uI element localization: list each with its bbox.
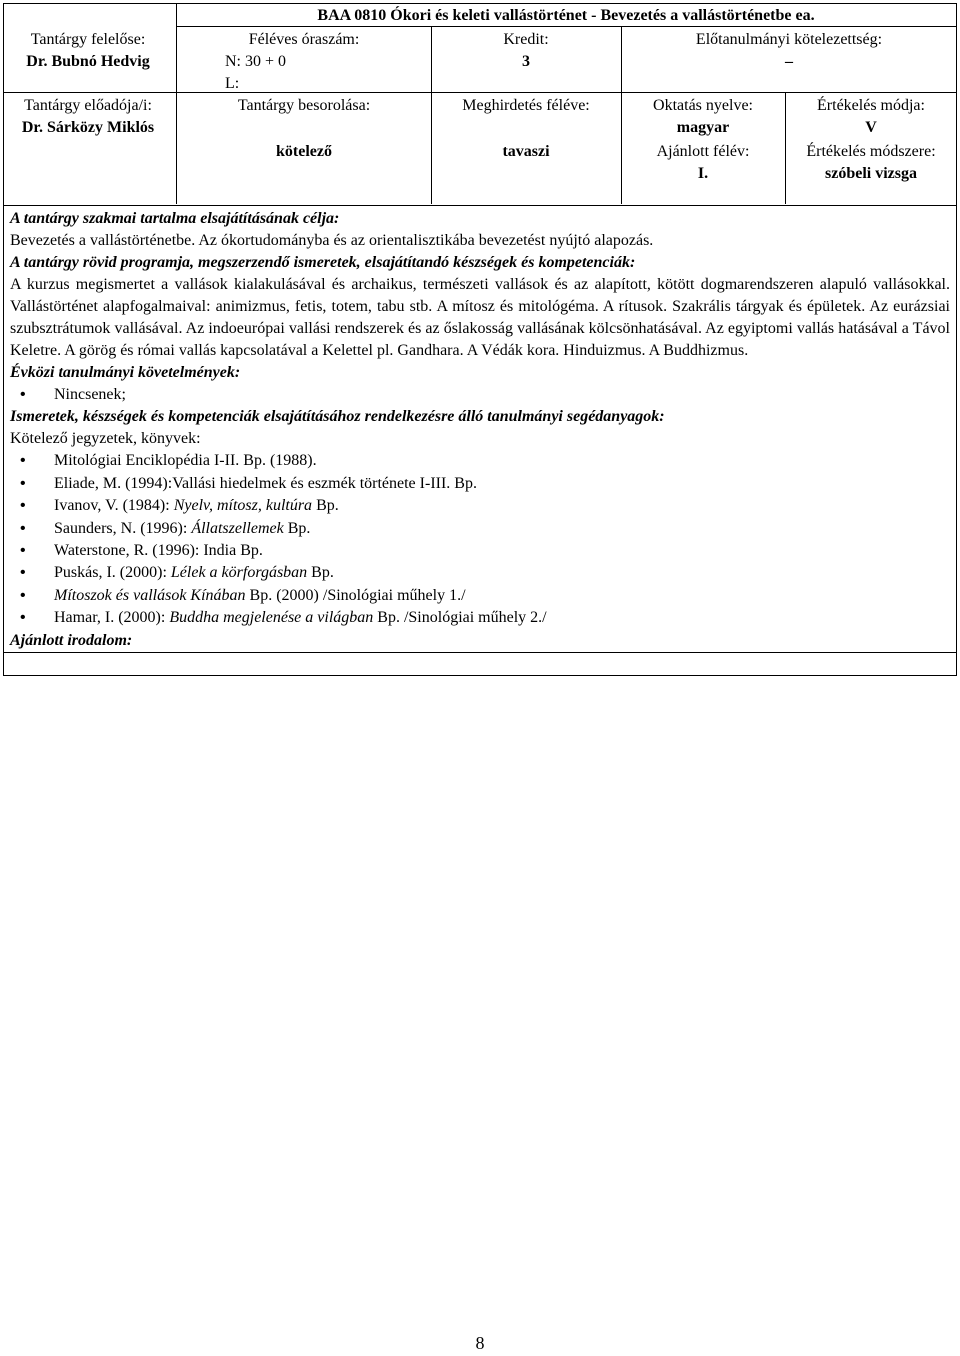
prereq-value: – [785,53,793,70]
bullet-icon: • [20,542,26,560]
grid-line [785,92,786,204]
material-italic-text: Nyelv, mítosz, kultúra [173,497,313,515]
recommended-semester-label: Ajánlott félév: [656,143,750,160]
classification-value: kötelező [276,143,332,160]
eval-method-label: Értékelés módszere: [806,143,936,160]
material-italic-text: Állatszellemek [191,519,284,537]
bullet-icon: • [20,386,26,403]
bullet-icon: • [20,586,26,604]
program-heading: A tantárgy rövid programja, megszerzendő ismeretek, elsajátítandó készségek és kompetenciák: [10,254,636,271]
material-post-text: Bp. (2000) /Sinológiai műhely 1./ [245,586,466,604]
materials-subheading: Kötelező jegyzetek, könyvek: [10,430,201,448]
material-item [10,450,950,472]
eval-method-value: szóbeli vizsga [825,165,917,182]
material-item [10,607,950,629]
responsible-name: Dr. Bubnó Hedvig [26,53,150,70]
material-item [10,540,950,562]
requirements-heading: Évközi tanulmányi követelmények: [10,364,241,381]
material-italic-text: Buddha megjelenése a világban [169,609,374,627]
hours-n: N: 30 + 0 [225,53,287,70]
material-pre-text: Eliade, M. (1994):Vallási hiedelmek és eszmék története I-III. Bp. [54,474,477,492]
eval-mode-value: V [865,119,877,136]
requirements-list [10,384,950,406]
material-pre-text: Saunders, N. (1996): [54,519,192,537]
material-italic-text: Mítoszok és vallások Kínában [54,586,246,604]
material-post-text: Bp. [307,564,334,582]
recommended-reading-heading: Ajánlott irodalom: [10,631,133,649]
credit-label: Kredit: [503,31,549,48]
page-number: 8 [475,1333,485,1353]
grid-line [176,4,177,204]
eval-mode-label: Értékelés módja: [817,97,925,114]
requirement-text: Nincsenek; [54,386,126,403]
material-pre-text: Ivanov, V. (1984): [54,497,174,515]
materials-heading: Ismeretek, készségek és kompetenciák elsajátításához rendelkezésre álló tanulmányi segédanyagok: [10,408,665,426]
hours-l: L: [225,75,240,92]
goal-heading: A tantárgy szakmai tartalma elsajátításának célja: [10,210,340,227]
bullet-icon: • [20,474,26,492]
grid-line [4,92,956,93]
material-pre-text: Waterstone, R. (1996): India Bp. [54,542,263,560]
materials-list [10,450,950,629]
responsible-label: Tantárgy felelőse: [30,31,146,48]
material-item [10,585,950,607]
bullet-icon: • [20,564,26,582]
material-italic-text: Lélek a körforgásban [170,564,308,582]
material-post-text: Bp. [283,519,311,537]
material-post-text: Bp. [312,497,339,515]
material-post-text: Bp. /Sinológiai műhely 2./ [373,609,547,627]
grid-line [621,26,622,204]
program-text: A kurzus megismertet a vallások kialakulásával és archaikus, természeti vallások és az alapított, kötött dogmarendszeren alapuló vallásokkal. Vallástörténet alapfogalmaival: animizmus, fetis, totem, tabu stb. A mítosz és mitológéma. A rítusok. Szakrális tárgyak és épületek. Az eurázsiai szubsztrátumok vallásával. Az indoeurópai vallási rendszerek és az őslakosság vallásának kölcsönhatásával. Az egyiptomi vallás hatásával a Távol Keletre. A görög és római vallás kapcsolatával a Kelettel pl. Gandhara. A Védák kora. Hinduizmus. A Buddhizmus. [10,276,950,359]
material-pre-text: Puskás, I. (2000): [54,564,171,582]
material-item [10,495,950,517]
material-item [10,518,950,540]
course-sheet [3,3,957,676]
credit-value: 3 [522,53,530,70]
lecturer-name: Dr. Sárközy Miklós [21,119,155,136]
material-pre-text: Hamar, I. (2000): [54,609,170,627]
grid-line [431,26,432,204]
hours-label: Féléves óraszám: [248,31,360,48]
recommended-semester-value: I. [697,165,709,182]
classification-label: Tantárgy besorolása: [237,97,371,114]
lecturer-label: Tantárgy előadója/i: [24,97,152,114]
language-value: magyar [676,119,730,136]
language-label: Oktatás nyelve: [653,97,753,114]
bullet-icon: • [20,497,26,515]
bullet-icon: • [20,609,26,627]
course-details [4,208,956,652]
requirement-item [10,384,950,406]
course-header-table [4,4,956,206]
course-title: BAA 0810 Ókori és keleti vallástörténet - Bevezetés a vallástörténetbe ea. [317,7,815,24]
goal-text: Bevezetés a vallástörténetbe. Az ókortudományba és az orientalisztikába bevezetést nyújtó alapozás. [10,232,654,249]
material-item [10,562,950,584]
bullet-icon: • [20,452,26,470]
bullet-icon: • [20,519,26,537]
material-pre-text: Mitológiai Enciklopédia I-II. Bp. (1988). [54,452,317,470]
recommended-reading-box [4,652,956,675]
material-item [10,473,950,495]
semester-value: tavaszi [502,143,550,160]
semester-label: Meghirdetés féléve: [462,97,590,114]
prereq-label: Előtanulmányi kötelezettség: [695,31,883,48]
